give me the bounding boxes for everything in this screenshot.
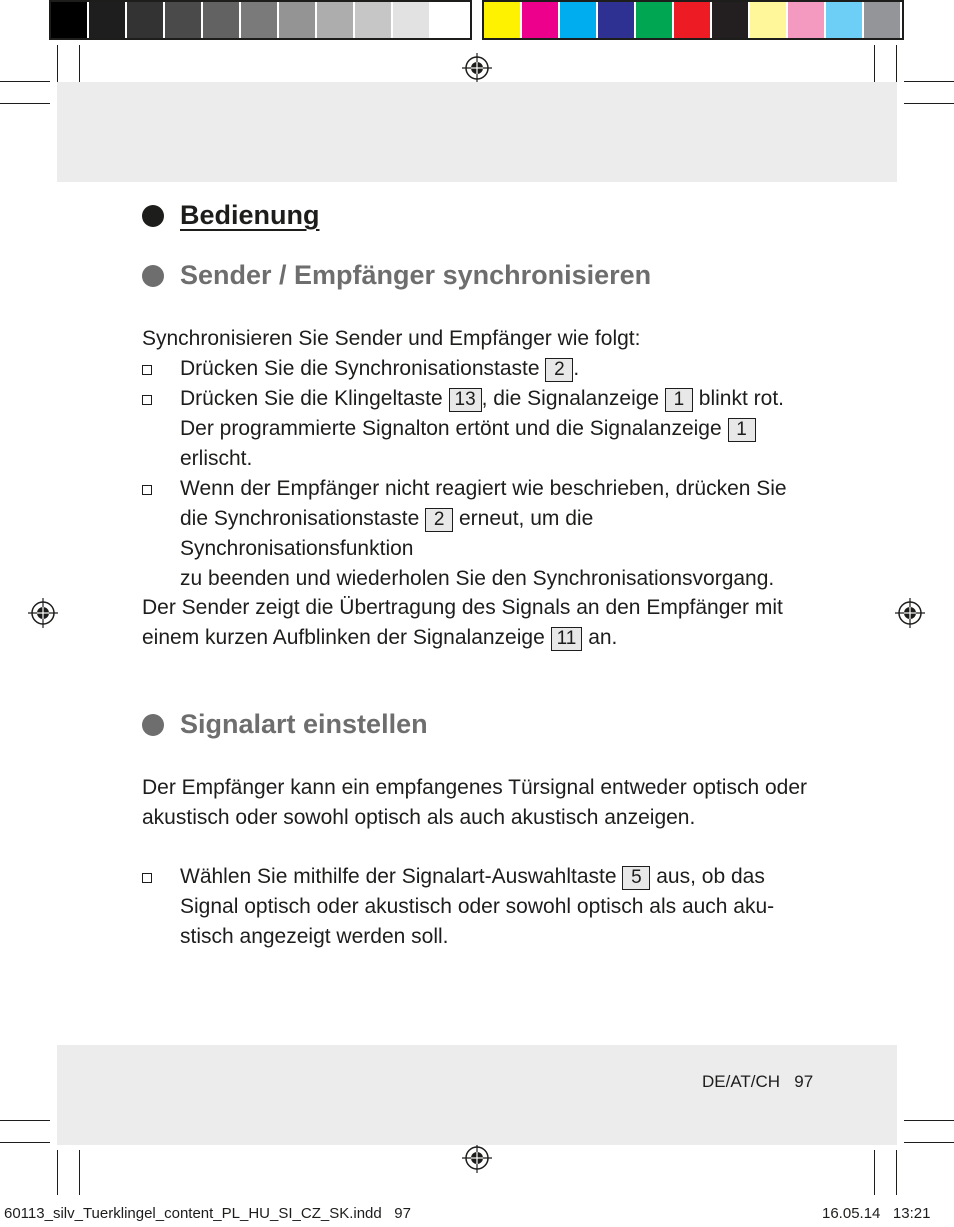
heading-sync-text: Sender / Empfänger synchronisieren xyxy=(180,260,652,290)
sync-intro-text: Synchronisieren Sie Sender und Empfänger wie folgt: xyxy=(142,327,641,350)
checkbox-bullet-icon xyxy=(142,395,152,405)
registration-mark-bottom-icon xyxy=(462,1143,492,1173)
list-item-text xyxy=(180,384,830,474)
reference-number: 2 xyxy=(545,358,573,382)
gray-color-bar-frame xyxy=(49,0,472,40)
step1-end: . xyxy=(573,357,580,380)
reference-number: 1 xyxy=(728,418,756,442)
step2-text: Drücken Sie die Klingeltaste xyxy=(180,387,443,410)
heading-sync xyxy=(142,260,651,291)
registration-mark-top-icon xyxy=(462,53,492,83)
signalart-step-c: Signal optisch oder akustisch oder sowohl optisch als auch aku- xyxy=(180,895,775,918)
reference-number: 1 xyxy=(665,388,693,412)
step2-text-e: erlischt. xyxy=(180,447,253,470)
checkbox-bullet-icon xyxy=(142,873,152,883)
registration-mark-left-icon xyxy=(28,598,58,628)
list-item-text xyxy=(180,862,830,952)
note-text-b: einem kurzen Aufblinken der Signalanzeige xyxy=(142,626,545,649)
step2-text-d: Der programmierte Signalton ertönt und die Signalanzeige xyxy=(180,417,722,440)
heading-bedienung-text: Bedienung xyxy=(180,200,320,230)
footer-language: DE/AT/CH xyxy=(702,1072,781,1091)
step3-text-d: zu beenden und wiederholen Sie den Synchronisationsvorgang. xyxy=(180,567,775,590)
reference-number: 13 xyxy=(449,388,482,412)
signalart-step-a: Wählen Sie mithilfe der Signalart-Auswahltaste xyxy=(180,865,617,888)
list-item-text xyxy=(180,474,830,594)
signalart-intro-b: akustisch oder sowohl optisch als auch akustisch anzeigen. xyxy=(142,806,696,829)
signalart-step-b: aus, ob das xyxy=(656,865,765,888)
step2-text-b: , die Signalanzeige xyxy=(481,387,660,410)
step3-text-c: erneut, um die Synchronisationsfunktion xyxy=(180,507,594,560)
slug-date: 16.05.14 13:21 xyxy=(822,1205,931,1222)
registration-mark-right-icon xyxy=(895,598,925,628)
signalart-intro xyxy=(142,773,832,833)
step1-text: Drücken Sie die Synchronisationstaste xyxy=(180,357,540,380)
reference-number: 11 xyxy=(551,627,583,651)
bullet-dot-icon xyxy=(142,265,164,287)
step2-text-c: blinkt rot. xyxy=(698,387,784,410)
reference-number: 2 xyxy=(425,508,453,532)
checkbox-bullet-icon xyxy=(142,485,152,495)
heading-bedienung xyxy=(142,200,320,231)
header-band xyxy=(57,82,897,182)
slug-filename: 60113_silv_Tuerklingel_content_PL_HU_SI_CZ_SK.indd 97 xyxy=(4,1205,411,1222)
checkbox-bullet-icon xyxy=(142,365,152,375)
sync-intro xyxy=(142,324,832,354)
page-number: 97 xyxy=(794,1072,814,1091)
note-text-a: Der Sender zeigt die Übertragung des Signals an den Empfänger mit xyxy=(142,596,783,619)
note-text-c: an. xyxy=(588,626,618,649)
heading-signalart-text: Signalart einstellen xyxy=(180,709,428,739)
signalart-intro-a: Der Empfänger kann ein empfangenes Türsignal entweder optisch oder xyxy=(142,776,808,799)
list-item-text xyxy=(180,354,830,384)
sync-note xyxy=(142,593,832,653)
page-footer xyxy=(702,1072,813,1092)
process-color-bar-frame xyxy=(482,0,904,40)
reference-number: 5 xyxy=(622,866,650,890)
step3-text-b: die Synchronisationstaste xyxy=(180,507,420,530)
heading-signalart xyxy=(142,709,428,740)
signalart-step-d: stisch angezeigt werden soll. xyxy=(180,925,449,948)
footer-band xyxy=(57,1045,897,1145)
step3-text: Wenn der Empfänger nicht reagiert wie beschrieben, drücken Sie xyxy=(180,477,787,500)
bullet-dot-icon xyxy=(142,205,164,227)
bullet-dot-icon xyxy=(142,714,164,736)
